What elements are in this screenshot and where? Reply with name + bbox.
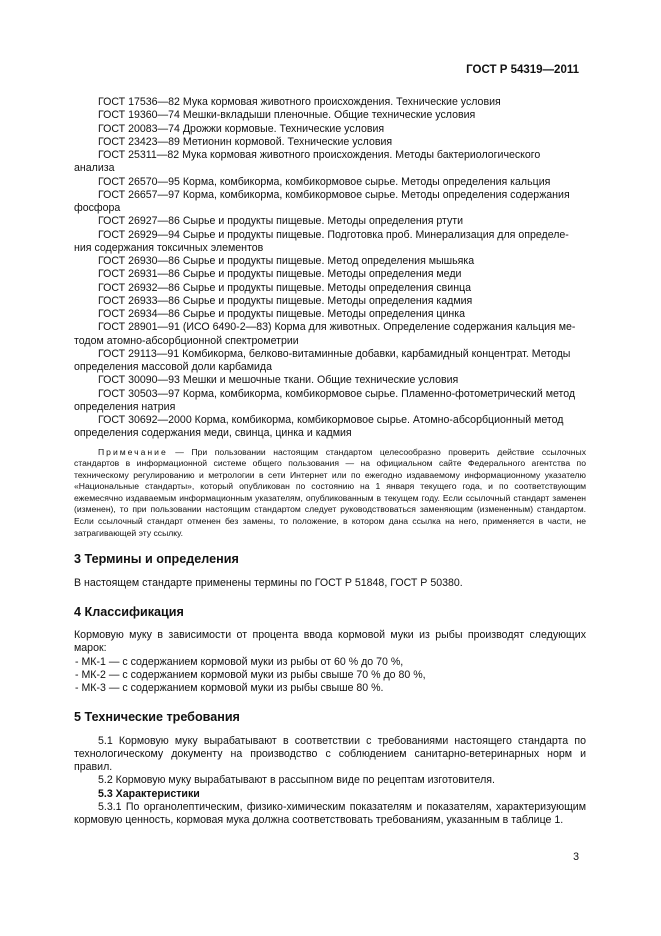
note-label: Примечание <box>98 446 168 457</box>
reference-text: ГОСТ 26927—86 Сырье и продукты пищевые. Методы определения ртути <box>98 215 464 228</box>
reference-text: ГОСТ 30090—93 Мешки и мешочные ткани. Общие технические условия <box>98 374 459 387</box>
reference-item <box>74 414 586 441</box>
reference-text: ГОСТ 25311—82 Мука кормовая животного происхождения. Методы бактериологического <box>98 149 541 161</box>
clause-5-1: 5.1 Кормовую муку вырабатывают в соответствии с требованиями настоящего стандарта по технологическому документу на производство с соблюдением санитарно-ветеринарных норм и правил. <box>74 734 586 773</box>
reference-text: ГОСТ 26570—95 Корма, комбикорма, комбикормовое сырье. Методы определения кальция <box>98 175 551 188</box>
section-4-intro: Кормовую муку в зависимости от процента ввода кормовой муки из рыбы производят следующих марок: <box>74 629 586 655</box>
section-3-title: 3 Термины и определения <box>74 552 239 567</box>
reference-text: ГОСТ 26933—86 Сырье и продукты пищевые. Методы определения кадмия <box>98 294 473 307</box>
reference-continuation: тодом атомно-абсорбционной спектрометрии <box>74 334 299 347</box>
section-4-title: 4 Классификация <box>74 604 184 619</box>
reference-continuation: фосфора <box>74 202 121 214</box>
reference-item <box>74 188 586 216</box>
reference-text: ГОСТ 26934—86 Сырье и продукты пищевые. Методы определения цинка <box>98 308 465 320</box>
document-body <box>74 96 586 827</box>
reference-item <box>98 123 586 136</box>
reference-text: ГОСТ 26930—86 Сырье и продукты пищевые. Метод определения мышьяка <box>98 255 475 267</box>
reference-item <box>98 176 586 189</box>
reference-continuation: определения натрия <box>74 400 176 413</box>
reference-item <box>98 308 586 321</box>
clause-5-2: 5.2 Кормовую муку вырабатывают в рассыпном виде по рецептам изготовителя. <box>98 774 495 787</box>
reference-continuation: анализа <box>74 162 115 175</box>
page-number: 3 <box>573 851 579 863</box>
reference-item <box>98 215 586 228</box>
reference-item <box>74 321 586 348</box>
grade-list <box>74 656 586 696</box>
grade-item: - МК-1 — с содержанием кормовой муки из рыбы от 60 % до 70 %, <box>75 655 404 668</box>
reference-text: ГОСТ 26657—97 Корма, комбикорма, комбикормовое сырье. Методы определения содержания <box>98 188 570 201</box>
reference-item <box>98 268 586 281</box>
reference-text: ГОСТ 17536—82 Мука кормовая животного происхождения. Технические условия <box>98 96 501 108</box>
reference-item <box>74 347 586 375</box>
reference-continuation: ния содержания токсичных элементов <box>74 241 264 254</box>
section-5-title: 5 Технические требования <box>74 710 240 725</box>
reference-text: ГОСТ 29113—91 Комбикорма, белково-витаминные добавки, карбамидный концентрат. Методы <box>98 347 571 360</box>
reference-item <box>98 96 586 109</box>
note-text: — При пользовании настоящим стандартом целесообразно проверить действие ссылочных стандартов в информационной системе общего пользования — на официальном сайте Федерального агентства по техническому регулированию и метрологии в сети Интернет или по ежегодно издаваемому информационному указателю «Национальные стандарты», который опубликован по состоянию на 1 января текущего года, и по соответствующим ежемесячно издаваемым информационным указателям, опубликованным в текущем году. Если ссылочный стандарт заменен (изменен), то при пользовании настоящим стандартом следует руководствоваться заменяющим (измененным) стандартом. Если ссылочный стандарт отменен без замены, то положение, в котором дана ссылка на него, применяется в части, не затрагивающей эту ссылку. <box>74 446 586 538</box>
reference-item <box>74 228 586 256</box>
reference-text: ГОСТ 28901—91 (ИСО 6490-2—83) Корма для животных. Определение содержания кальция ме- <box>98 321 576 334</box>
grade-item: - МК-2 — с содержанием кормовой муки из рыбы свыше 70 % до 80 %, <box>75 668 426 681</box>
reference-text: ГОСТ 20083—74 Дрожжи кормовые. Технические условия <box>98 122 385 135</box>
reference-item <box>98 255 586 268</box>
clause-5-3-1: 5.3.1 По органолептическим, физико-химическим показателям и показателям, характеризующим кормовую ценность, кормовая мука должна соответствовать требованиям, указанным в таблице 1. <box>74 800 586 826</box>
reference-item <box>98 109 586 122</box>
note-block <box>74 447 586 540</box>
reference-continuation: определения содержания меди, свинца, цинка и кадмия <box>74 427 352 440</box>
normative-references-list <box>74 96 586 441</box>
clause-5-3-title: 5.3 Характеристики <box>98 787 200 800</box>
section-3-text: В настоящем стандарте применены термины по ГОСТ Р 51848, ГОСТ Р 50380. <box>74 576 463 589</box>
reference-continuation: определения массовой доли карбамида <box>74 361 272 373</box>
reference-item <box>98 282 586 295</box>
reference-text: ГОСТ 26929—94 Сырье и продукты пищевые. Подготовка проб. Минерализация для определе- <box>98 228 569 241</box>
reference-text: ГОСТ 19360—74 Мешки-вкладыши пленочные. Общие технические условия <box>98 109 476 122</box>
reference-text: ГОСТ 30692—2000 Корма, комбикорма, комбикормовое сырье. Атомно-абсорбционный метод <box>98 414 564 426</box>
reference-item <box>74 149 586 176</box>
reference-text: ГОСТ 23423—89 Метионин кормовой. Технические условия <box>98 135 393 148</box>
document-header: ГОСТ Р 54319—2011 <box>466 64 579 76</box>
reference-text: ГОСТ 26931—86 Сырье и продукты пищевые. Методы определения меди <box>98 268 462 281</box>
grade-item: - МК-3 — с содержанием кормовой муки из рыбы свыше 80 %. <box>75 682 384 694</box>
reference-item <box>74 387 586 415</box>
reference-item <box>98 295 586 308</box>
reference-item <box>98 374 586 387</box>
reference-text: ГОСТ 26932—86 Сырье и продукты пищевые. Методы определения свинца <box>98 281 472 294</box>
reference-text: ГОСТ 30503—97 Корма, комбикорма, комбикормовое сырье. Пламенно-фотометрический метод <box>98 387 576 400</box>
reference-item <box>98 136 586 149</box>
